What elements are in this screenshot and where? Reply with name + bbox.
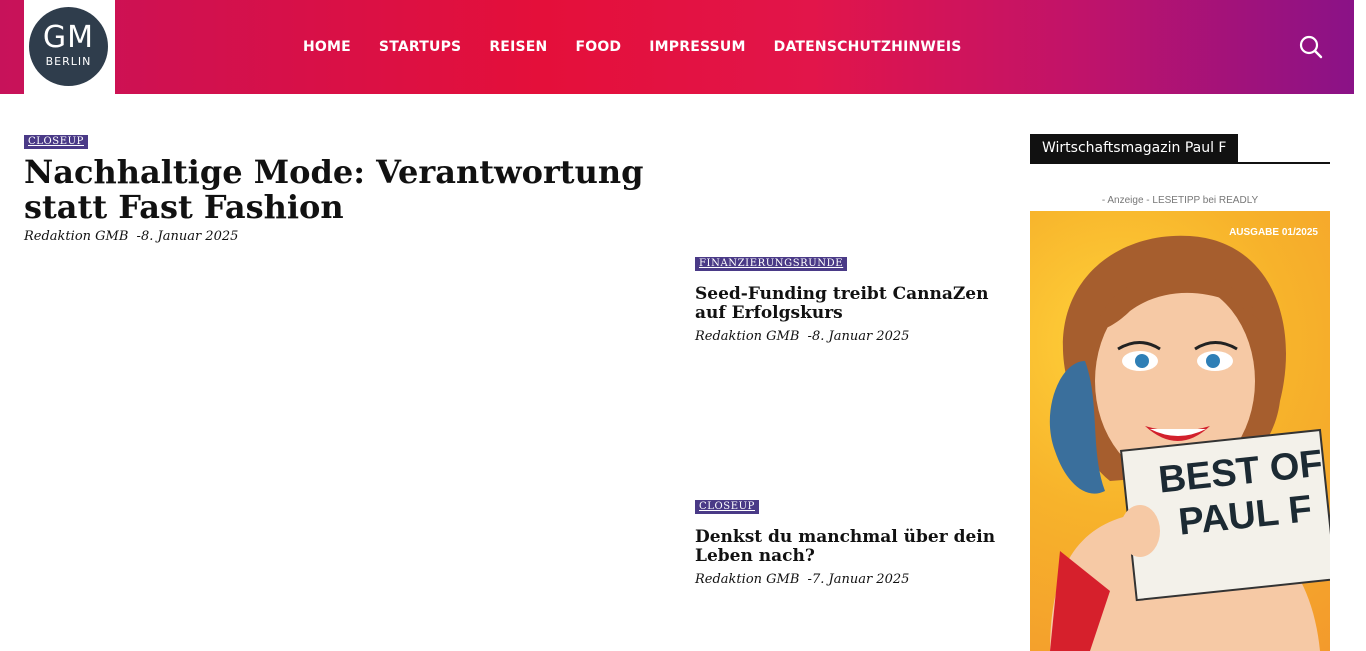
site-logo[interactable] [24,0,115,94]
side-article-author[interactable]: Redaktion GMB [695,572,800,587]
side-article-category[interactable]: CLOSEUP [695,500,759,514]
main-article-title[interactable]: Nachhaltige Mode: Verantwortung statt Fast Fashion [24,153,644,226]
nav-impressum[interactable]: IMPRESSUM [649,39,746,55]
side-article-title[interactable]: Denkst du manchmal über dein Leben nach? [695,527,996,566]
side-article-meta: Redaktion GMB -7. Januar 2025 [695,572,910,587]
side-article-category[interactable]: FINANZIERUNGSRUNDE [695,257,847,271]
side-article-date: 7. Januar 2025 [811,572,910,587]
side-article-title[interactable]: Seed-Funding treibt CannaZen auf Erfolgskurs [695,284,989,323]
side-article-date: 8. Januar 2025 [811,329,910,344]
magazine-cover-ad[interactable] [1030,211,1330,651]
nav-reisen[interactable]: REISEN [489,39,548,55]
main-article-category[interactable]: CLOSEUP [24,135,88,149]
search-icon[interactable] [1299,35,1323,59]
main-article-meta: Redaktion GMB -8. Januar 2025 [24,229,239,244]
site-header [0,0,1354,94]
ad-label: - Anzeige - LESETIPP bei READLY [1101,195,1259,206]
nav-food[interactable]: FOOD [575,39,622,55]
cover-line-2: PAUL F [1176,488,1314,544]
nav-startups[interactable]: STARTUPS [378,39,462,55]
cover-line-1: BEST OF [1156,442,1325,502]
nav-datenschutzhinweis[interactable]: DATENSCHUTZHINWEIS [773,39,962,55]
nav-home[interactable]: HOME [303,39,351,55]
main-article-date: 8. Januar 2025 [140,229,239,244]
logo-circle [29,7,108,86]
cover-headline [1154,442,1330,547]
cover-issue: AUSGABE 01/2025 [1229,227,1318,238]
side-article-meta: Redaktion GMB -8. Januar 2025 [695,329,910,344]
sidebar-widget-title: Wirtschaftsmagazin Paul F [1030,134,1238,162]
main-nav [303,0,990,94]
sidebar-widget-header [1030,134,1330,164]
logo-initials: GM [42,20,95,55]
side-article-author[interactable]: Redaktion GMB [695,329,800,344]
main-article-author[interactable]: Redaktion GMB [24,229,129,244]
logo-subtitle: BERLIN [45,55,92,68]
